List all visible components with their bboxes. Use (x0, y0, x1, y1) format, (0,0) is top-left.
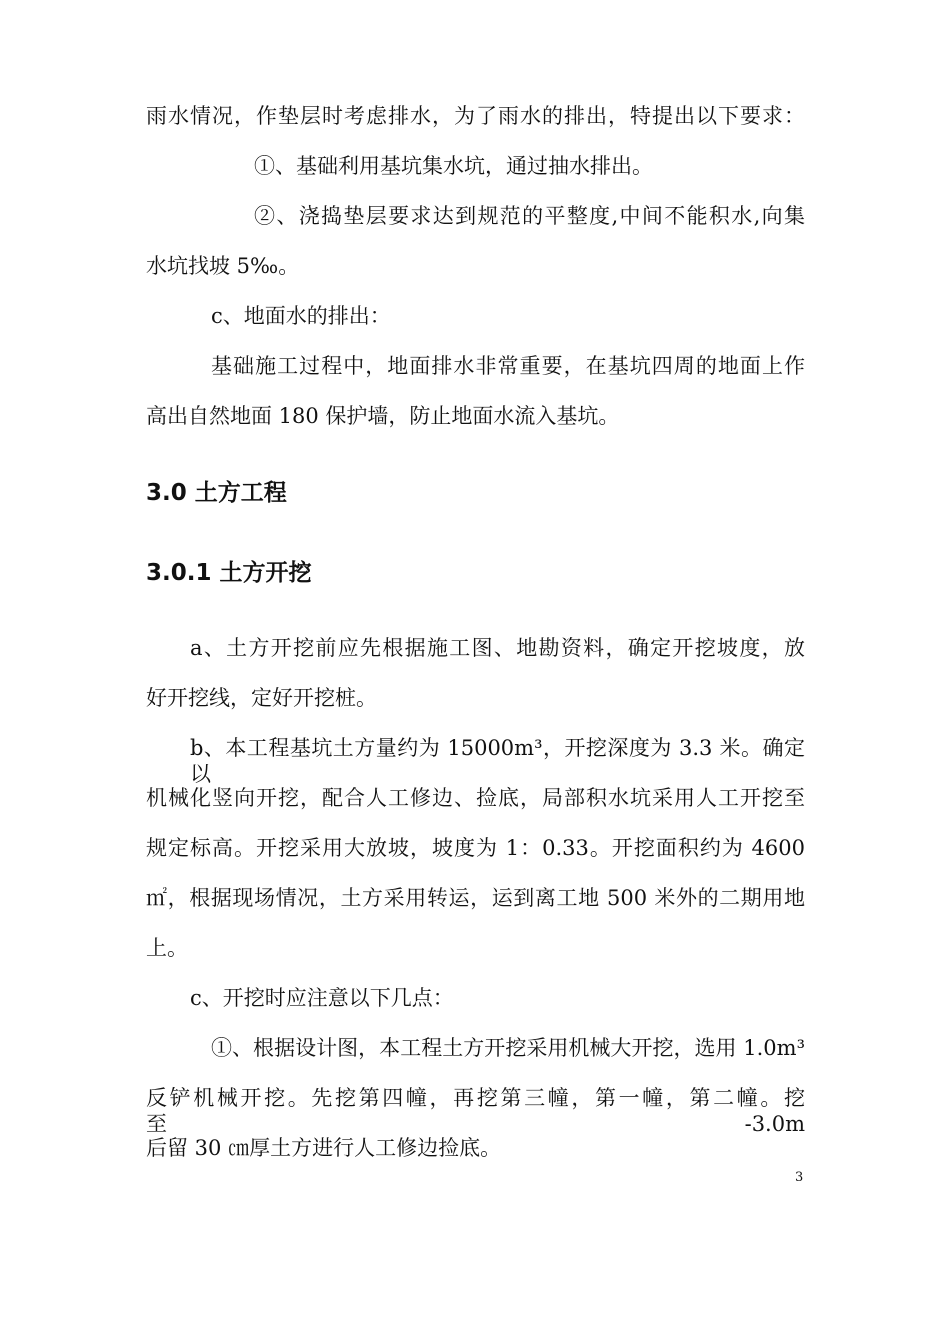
subheading: c、开挖时应注意以下几点： (190, 986, 454, 1010)
paragraph-line: 好开挖线，定好开挖桩。 (146, 686, 377, 710)
paragraph-line: 基础施工过程中，地面排水非常重要，在基坑四周的地面上作 (211, 354, 805, 378)
list-item: ②、浇捣垫层要求达到规范的平整度,中间不能积水,向集 (254, 204, 805, 228)
paragraph-line: b、本工程基坑土方量约为 15000m³，开挖深度为 3.3 米。确定以 (190, 736, 805, 786)
paragraph-line: 水坑找坡 5‰。 (146, 254, 300, 278)
subsection-heading: 3.0.1 土方开挖 (146, 560, 312, 586)
paragraph-line: 规定标高。开挖采用大放坡，坡度为 1：0.33。开挖面积约为 4600 (146, 836, 805, 860)
page-number: 3 (795, 1170, 804, 1185)
paragraph-line: 雨水情况，作垫层时考虑排水，为了雨水的排出，特提出以下要求： (146, 104, 805, 128)
paragraph-line: a、土方开挖前应先根据施工图、地勘资料，确定开挖坡度，放 (190, 636, 805, 660)
list-item: ①、基础利用基坑集水坑，通过抽水排出。 (254, 154, 653, 178)
paragraph-line: 机械化竖向开挖，配合人工修边、捡底，局部积水坑采用人工开挖至 (146, 786, 805, 810)
paragraph-line: 后留 30 ㎝厚土方进行人工修边捡底。 (146, 1136, 502, 1160)
paragraph-line: ㎡，根据现场情况，土方采用转运，运到离工地 500 米外的二期用地 (146, 886, 805, 910)
section-heading: 3.0 土方工程 (146, 480, 287, 506)
paragraph-line: 高出自然地面 180 保护墙，防止地面水流入基坑。 (146, 404, 620, 428)
list-item: ①、根据设计图，本工程土方开挖采用机械大开挖，选用 1.0m³ (211, 1036, 805, 1060)
subheading: c、地面水的排出： (211, 304, 391, 328)
paragraph-line: 反铲机械开挖。先挖第四幢，再挖第三幢，第一幢，第二幢。挖至-3.0m (146, 1086, 805, 1136)
paragraph-line: 上。 (146, 936, 188, 960)
